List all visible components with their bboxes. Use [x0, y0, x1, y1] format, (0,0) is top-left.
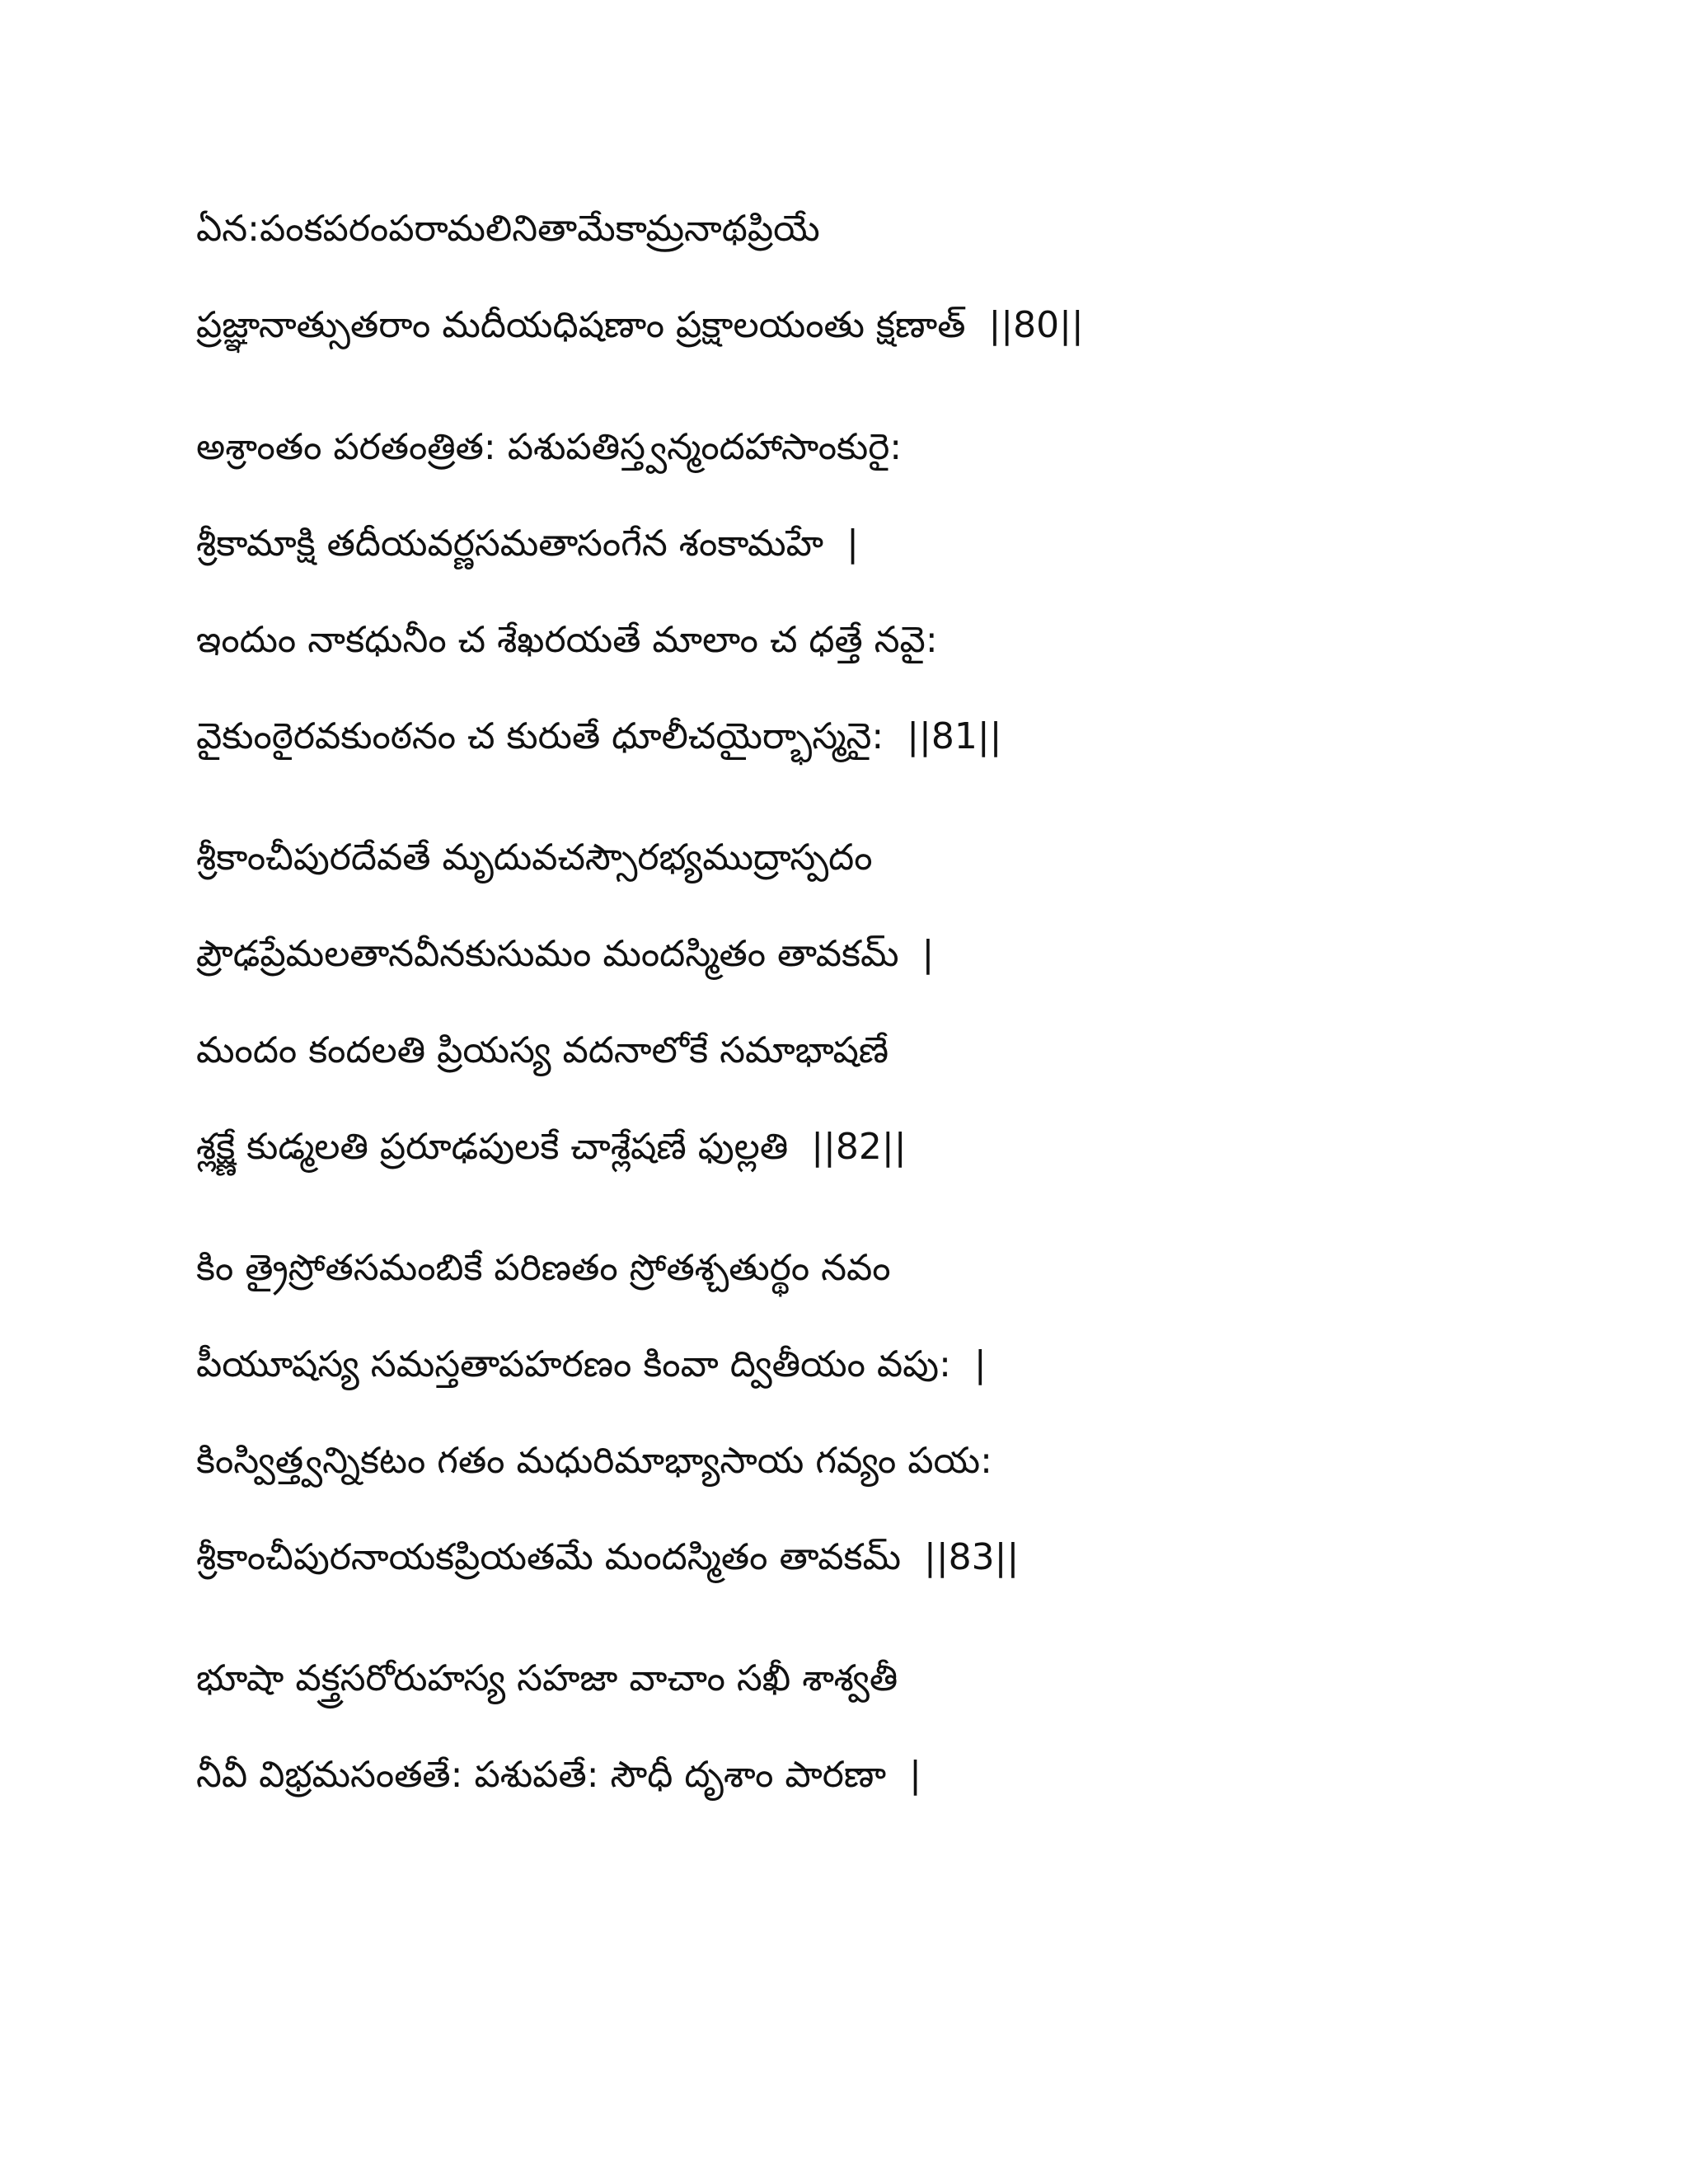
verse-number: ||81|| [907, 715, 1002, 757]
verse-text: శ్లక్ష్ణే కుడ్మలతి ప్రరూఢపులకే చాశ్లేషణే ఫుల్లతి [196, 1126, 789, 1168]
verse-line [196, 1436, 1597, 1486]
verse-line [196, 1026, 1597, 1076]
verse-line [196, 930, 1597, 979]
verse-number: ||83|| [924, 1536, 1020, 1578]
verse-text: శ్రీకాంచీపురనాయకప్రియతమే మందస్మితం తావకమ్ [196, 1536, 901, 1578]
verse-text: వైకుంఠైరవకుంఠనం చ కురుతే ధూలీచయైర్భాస్మనై: [196, 715, 884, 757]
verse-number: ||80|| [988, 304, 1084, 346]
verse-text: శ్రీకామాక్షి తదీయవర్ణసమతాసంగేన శంకామహే [196, 523, 824, 565]
verse-text: పీయూషస్య సమస్తతాపహరణం కింవా ద్వితీయం వపు: [196, 1343, 951, 1385]
verse-text: ప్రజ్ఞానాత్సుతరాం మదీయధిషణాం ప్రక్షాలయంతు క్షణాత్ [196, 304, 966, 346]
half-verse-mark: | [973, 1343, 987, 1385]
half-verse-mark: | [846, 523, 859, 565]
verse-line [196, 519, 1597, 569]
verse-line [196, 204, 1597, 254]
verse-line [196, 1244, 1597, 1293]
verse-line [196, 616, 1597, 665]
verse-text: ఇందుం నాకధునీం చ శేఖరయతే మాలాం చ ధత్తే నవై: [196, 619, 938, 661]
verse-text: ప్రౌఢప్రేమలతానవీనకుసుమం మందస్మితం తావకమ్ [196, 933, 899, 975]
verse-text: కిం త్రైస్రోతసమంబికే పరిణతం స్రోతశ్చతుర్థం నవం [196, 1247, 891, 1289]
verse-line [196, 833, 1597, 883]
verse-text: నీవీ విభ్రమసంతతే: పశుపతే: సౌధీ దృశాం పారణా [196, 1754, 887, 1796]
verse-text: భూషా వక్త్రసరోరుహస్య సహజా వాచాం సఖీ శాశ్వతీ [196, 1657, 898, 1699]
verse-text: అశ్రాంతం పరతంత్రిత: పశుపతిస్త్వన్మందహాసాంకురై: [196, 426, 903, 468]
verse-line [196, 301, 1597, 350]
verse-line [196, 1340, 1597, 1390]
verse-line [196, 1654, 1597, 1704]
verse-text: ఏన:పంకపరంపరామలినితామేకామ్రనాథప్రియే [196, 208, 820, 250]
verse-line [196, 1533, 1597, 1582]
verse-line [196, 423, 1597, 472]
verse-line [196, 712, 1597, 762]
half-verse-mark: | [909, 1754, 921, 1796]
verse-text: కింస్విత్త్వన్నికటం గతం మధురిమాభ్యాసాయ గవ్యం పయ: [196, 1440, 992, 1482]
verse-text: మందం కందలతి ప్రియస్య వదనాలోకే సమాభాషణే [196, 1029, 889, 1071]
half-verse-mark: | [921, 933, 935, 975]
verse-line [196, 1122, 1597, 1172]
verse-number: ||82|| [811, 1126, 907, 1168]
verse-line [196, 1750, 1597, 1800]
verse-text: శ్రీకాంచీపురదేవతే మృదువచస్సౌరభ్యముద్రాస్పదం [196, 837, 873, 879]
